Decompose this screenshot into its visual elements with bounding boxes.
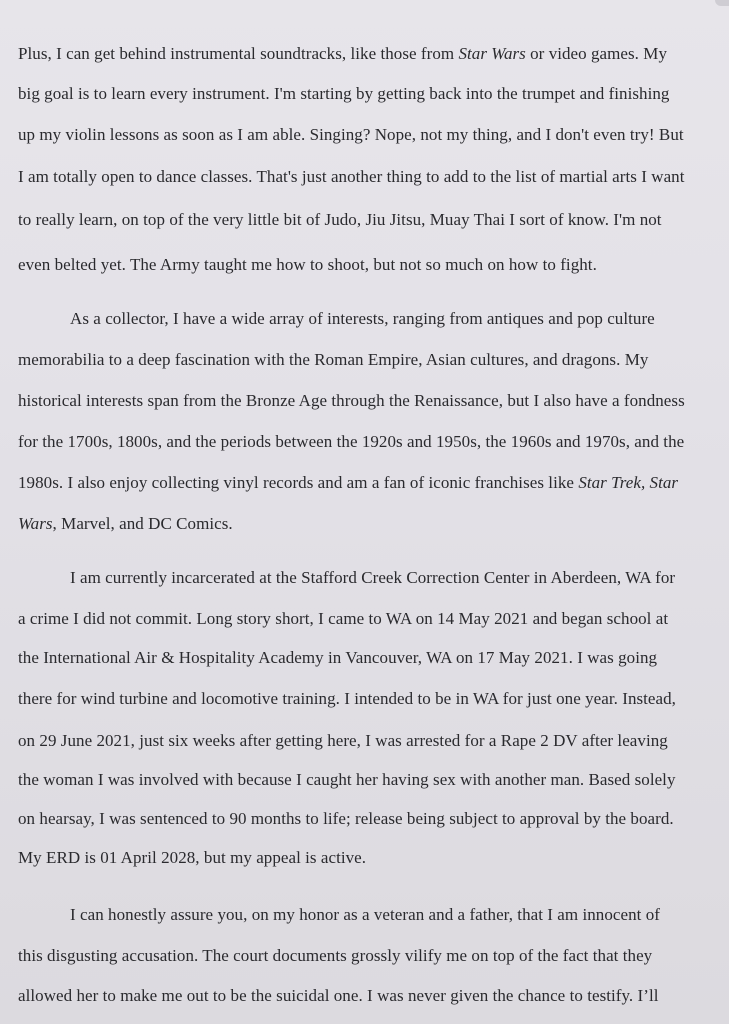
paragraph-4-line-3: allowed her to make me out to be the suicidal one. I was never given the chance to testify. I’ll: [18, 986, 659, 1005]
paragraph-1-line-2: big goal is to learn every instrument. I'm starting by getting back into the trumpet and finishing: [18, 84, 670, 103]
paragraph-1-line-4: I am totally open to dance classes. That's just another thing to add to the list of martial arts I want: [18, 167, 685, 186]
paragraph-4-line-2: this disgusting accusation. The court documents grossly vilify me on top of the fact that they: [18, 946, 653, 965]
paragraph-1-line-5: to really learn, on top of the very little bit of Judo, Jiu Jitsu, Muay Thai I sort of know. I'm not: [18, 210, 662, 229]
italic-title: Star Wars: [458, 44, 526, 63]
paragraph-2-line-1: As a collector, I have a wide array of interests, ranging from antiques and pop culture: [70, 309, 655, 328]
page-corner-shadow: [715, 0, 729, 6]
paragraph-3-line-3: the International Air & Hospitality Academy in Vancouver, WA on 17 May 2021. I was going: [18, 648, 658, 667]
paragraph-2-line-6: [18, 514, 233, 534]
paragraph-3-line-7: on hearsay, I was sentenced to 90 months to life; release being subject to approval by the board.: [18, 809, 674, 828]
italic-title: Wars: [18, 514, 53, 533]
paragraph-2-line-4: for the 1700s, 1800s, and the periods between the 1920s and 1950s, the 1960s and 1970s, and the: [18, 432, 685, 451]
paragraph-1-line-1: [18, 44, 667, 64]
italic-title: Star Trek, Star: [578, 473, 679, 492]
paragraph-3-line-5: on 29 June 2021, just six weeks after getting here, I was arrested for a Rape 2 DV after leaving: [18, 731, 668, 750]
text-span: Plus, I can get behind instrumental soundtracks, like those from: [18, 44, 459, 63]
paragraph-3-line-4: there for wind turbine and locomotive training. I intended to be in WA for just one year. Instead,: [18, 689, 676, 708]
paragraph-2-line-2: memorabilia to a deep fascination with the Roman Empire, Asian cultures, and dragons. My: [18, 350, 649, 369]
paragraph-2-line-5: [18, 473, 678, 493]
text-span: , Marvel, and DC Comics.: [52, 514, 233, 533]
paragraph-3-line-6: the woman I was involved with because I caught her having sex with another man. Based solely: [18, 770, 676, 789]
paragraph-4-line-1: I can honestly assure you, on my honor as a veteran and a father, that I am innocent of: [70, 905, 660, 924]
paragraph-3-line-1: I am currently incarcerated at the Stafford Creek Correction Center in Aberdeen, WA for: [70, 568, 676, 587]
text-span: 1980s. I also enjoy collecting vinyl records and am a fan of iconic franchises like: [18, 473, 579, 492]
paragraph-3-line-8: My ERD is 01 April 2028, but my appeal is active.: [18, 848, 367, 867]
paragraph-1-line-3: up my violin lessons as soon as I am able. Singing? Nope, not my thing, and I don't even try! But: [18, 125, 684, 144]
paragraph-1-line-6: even belted yet. The Army taught me how to shoot, but not so much on how to fight.: [18, 255, 597, 274]
paragraph-3-line-2: a crime I did not commit. Long story short, I came to WA on 14 May 2021 and began school at: [18, 609, 669, 628]
text-span: or video games. My: [525, 44, 668, 63]
paragraph-2-line-3: historical interests span from the Bronze Age through the Renaissance, but I also have a fondness: [18, 391, 685, 410]
